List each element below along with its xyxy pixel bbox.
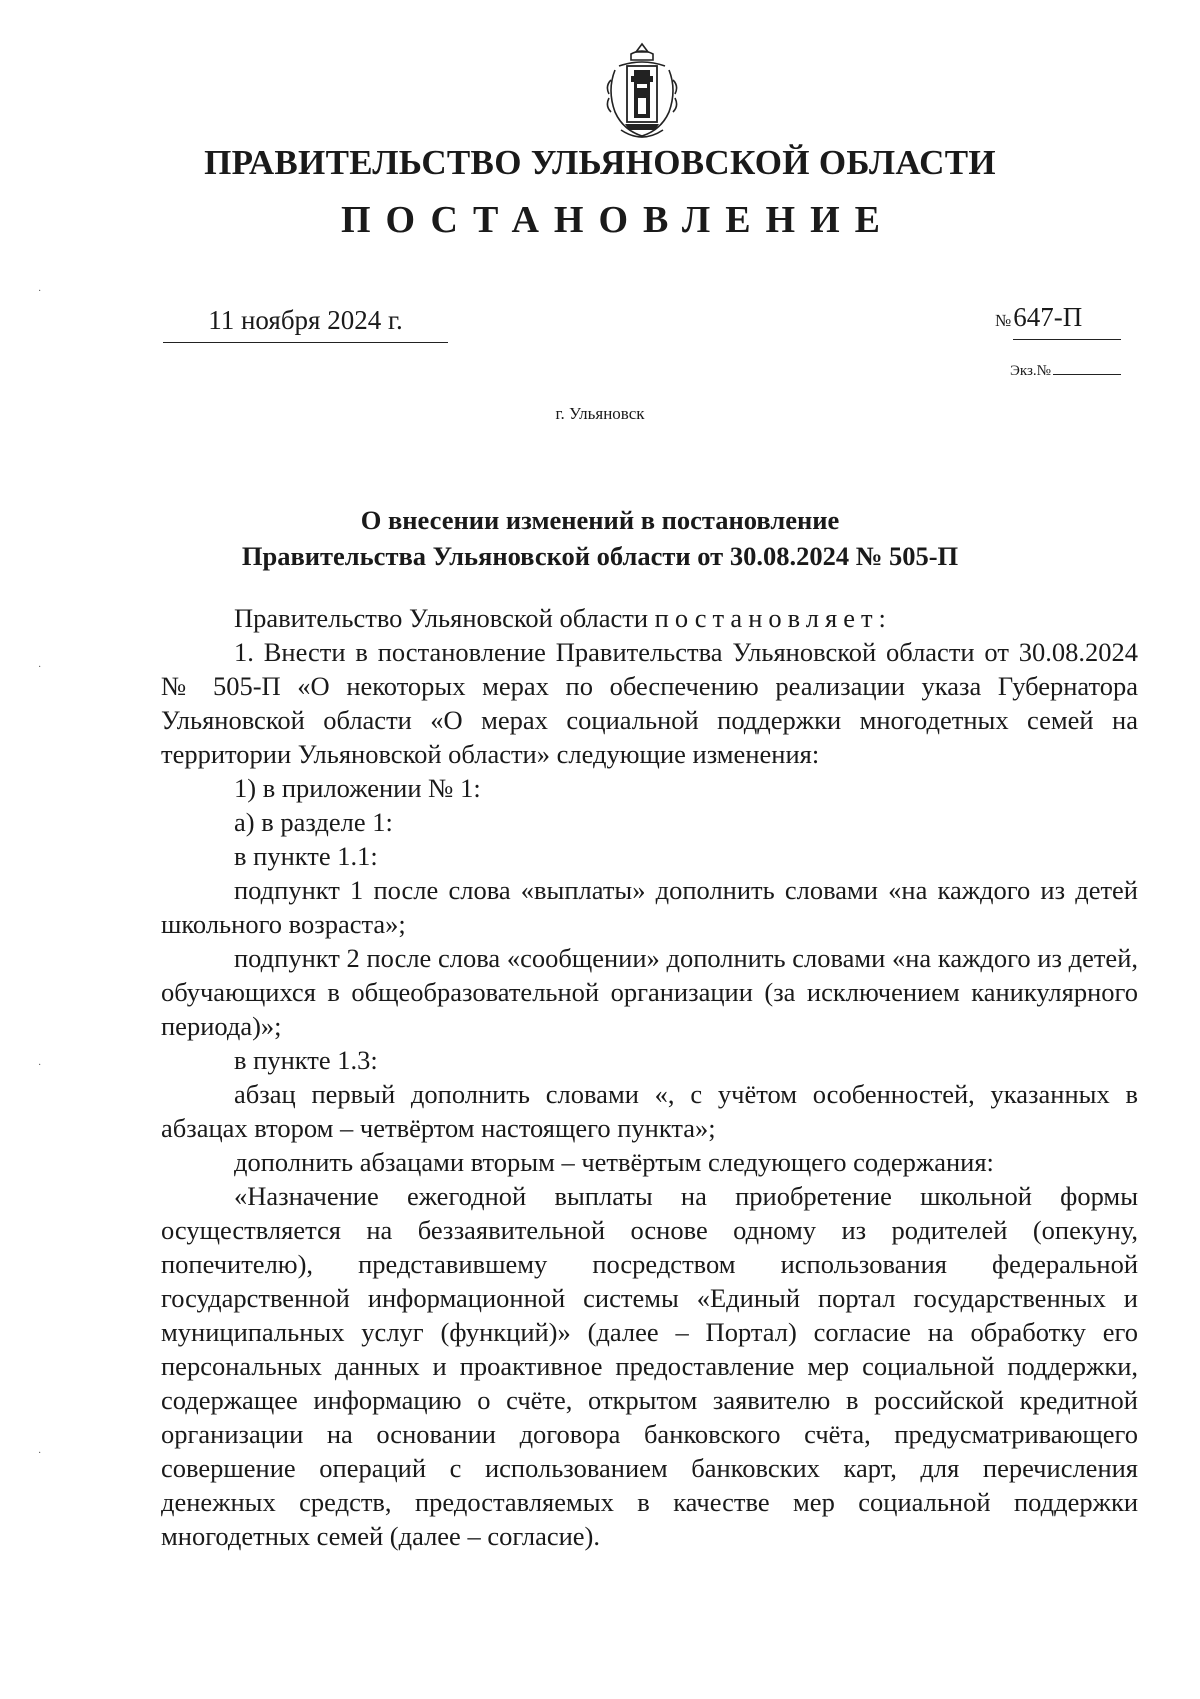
document-date: 11 ноября 2024 г.	[163, 305, 448, 343]
scan-speck: ·	[38, 1448, 42, 1459]
document-subject	[0, 502, 1200, 574]
scan-speck: ·	[38, 662, 42, 673]
city: г. Ульяновск	[555, 404, 645, 423]
scan-speck: ·	[38, 1060, 42, 1071]
paragraph-10: «Назначение ежегодной выплаты на приобретение школьной формы осуществляется на беззаявительной основе одному из родителей (опекуну, попечителю), представившему посредством использования федеральной государственной информационной системы «Единый портал государственных и муниципальных услуг (функций)» (далее – Портал) согласие на обработку его персональных данных и проактивное предоставление мер социальной поддержки, содержащее информацию о счёте, открытом заявителю в российской кредитной организации на основании договора банковского счёта, предусматривающего совершение операций с использованием банковских карт, для перечисления денежных средств, предоставляемых в качестве мер социальной поддержки многодетных семей (далее – согласие).	[161, 1181, 1138, 1551]
paragraph-8: абзац первый дополнить словами «, с учётом особенностей, указанных в абзацах втором – четвёртом настоящего пункта»;	[161, 1079, 1138, 1143]
subject-line-2: Правительства Ульяновской области от 30.08.2024 № 505-П	[241, 541, 959, 571]
number-value: 647-П	[1013, 302, 1121, 340]
paragraph-4: в пункте 1.1:	[234, 841, 378, 871]
scan-speck: ·	[38, 286, 42, 297]
subject-line-1: О внесении изменений в постановление	[360, 505, 840, 535]
number-sign: №	[995, 311, 1012, 330]
paragraph-9: дополнить абзацами вторым – четвёртым следующего содержания:	[234, 1147, 994, 1177]
document-type-title: ПОСТАНОВЛЕНИЕ	[340, 199, 896, 241]
document-number	[995, 302, 1121, 340]
paragraph-1: 1. Внести в постановление Правительства Ульяновской области от 30.08.2024 № 505-П «О некоторых мерах по обеспечению реализации указа Губернатора Ульяновской области «О мерах социальной поддержки многодетных семей на территории Ульяновской области» следующие изменения:	[161, 637, 1138, 769]
paragraph-2: 1) в приложении № 1:	[234, 773, 481, 803]
document-body	[161, 601, 1138, 1553]
intro-text: Правительство Ульяновской области	[234, 603, 649, 633]
paragraph-3: а) в разделе 1:	[234, 807, 393, 837]
paragraph-6: подпункт 2 после слова «сообщении» дополнить словами «на каждого из детей, обучающихся в общеобразовательной организации (за исключением каникулярного периода)»;	[161, 943, 1138, 1041]
intro-spaced-verb: постановляет:	[654, 603, 892, 633]
government-title: ПРАВИТЕЛЬСТВО УЛЬЯНОВСКОЙ ОБЛАСТИ	[204, 143, 996, 182]
copy-label: Экз.№	[1010, 363, 1051, 379]
coat-of-arms-emblem	[601, 40, 683, 150]
paragraph-7: в пункте 1.3:	[234, 1045, 378, 1075]
intro-paragraph	[161, 601, 1138, 635]
copy-number	[1010, 363, 1121, 380]
copy-number-line	[1053, 374, 1121, 375]
paragraph-5: подпункт 1 после слова «выплаты» дополнить словами «на каждого из детей школьного возраста»;	[161, 875, 1138, 939]
